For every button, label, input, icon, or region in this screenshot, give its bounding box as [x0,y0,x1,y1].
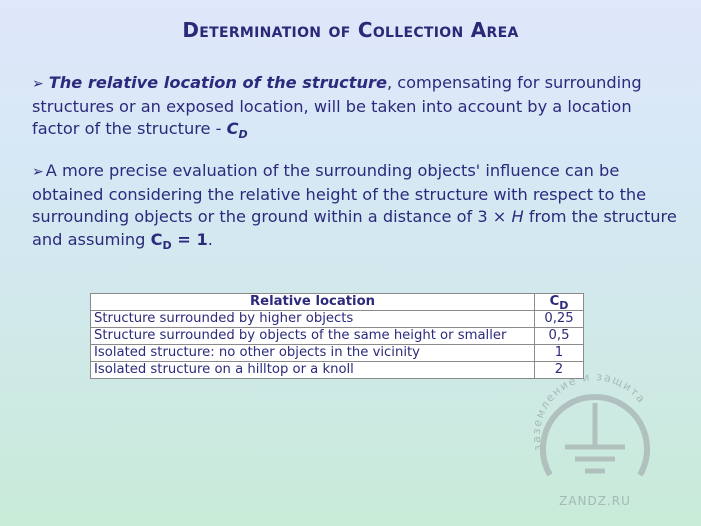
table-row [91,362,584,379]
paragraph-text: A more precise evaluation of the surrounding objects' influence can be obtained considering the relative height of the structure with respect to the surrounding objects or the ground within a distance of 3 × [32,161,647,226]
table-header-row [91,294,584,311]
zandz-watermark-logo [520,355,670,515]
bullet-arrow-icon: ➢ [32,76,44,92]
page-title: Determination of Collection Area [182,18,519,42]
height-symbol: H [511,207,524,226]
table-row [91,311,584,328]
location-cell: Isolated structure: no other objects in the vicinity [91,345,535,362]
watermark-footer-text: ZANDZ.RU [559,494,631,508]
emphasis-text: The relative location of the structure [48,73,387,92]
cd-value-cell: 0,5 [535,328,584,345]
table-row [91,328,584,345]
cd-value-cell: 2 [535,362,584,379]
cd-value-cell: 0,25 [535,311,584,328]
bullet-arrow-icon: ➢ [32,164,44,180]
paragraph-location-factor [32,72,682,141]
watermark-arc-text: заземление и защита [529,370,649,453]
table-row [91,345,584,362]
cd-value-cell: 1 [535,345,584,362]
cd-equation: $C_D = 1$ [150,229,208,252]
header-cd: $C_D$ [535,294,584,311]
paragraph-precise-evaluation: ➢ A more precise evaluation of the surrounding objects' influence can be obtained considering the relative height of the structure with respect to the surrounding objects or the ground within a distance of 3 × H from the structure and assuming $C_D = 1$. [32,161,677,252]
paragraph-text: , compensating for surrounding structures or an exposed location, will be taken into account by a location factor of the structure - [32,73,642,138]
location-cell: Structure surrounded by higher objects [91,311,535,328]
cd-symbol: $C_D$ [226,119,248,141]
location-factor-table [90,293,584,379]
ground-symbol-icon [543,397,647,475]
header-relative-location: Relative location [91,294,535,311]
location-cell: Structure surrounded by objects of the same height or smaller [91,328,535,345]
paragraph-text: from the structure and assuming [32,207,677,249]
location-cell: Isolated structure on a hilltop or a knoll [91,362,535,379]
